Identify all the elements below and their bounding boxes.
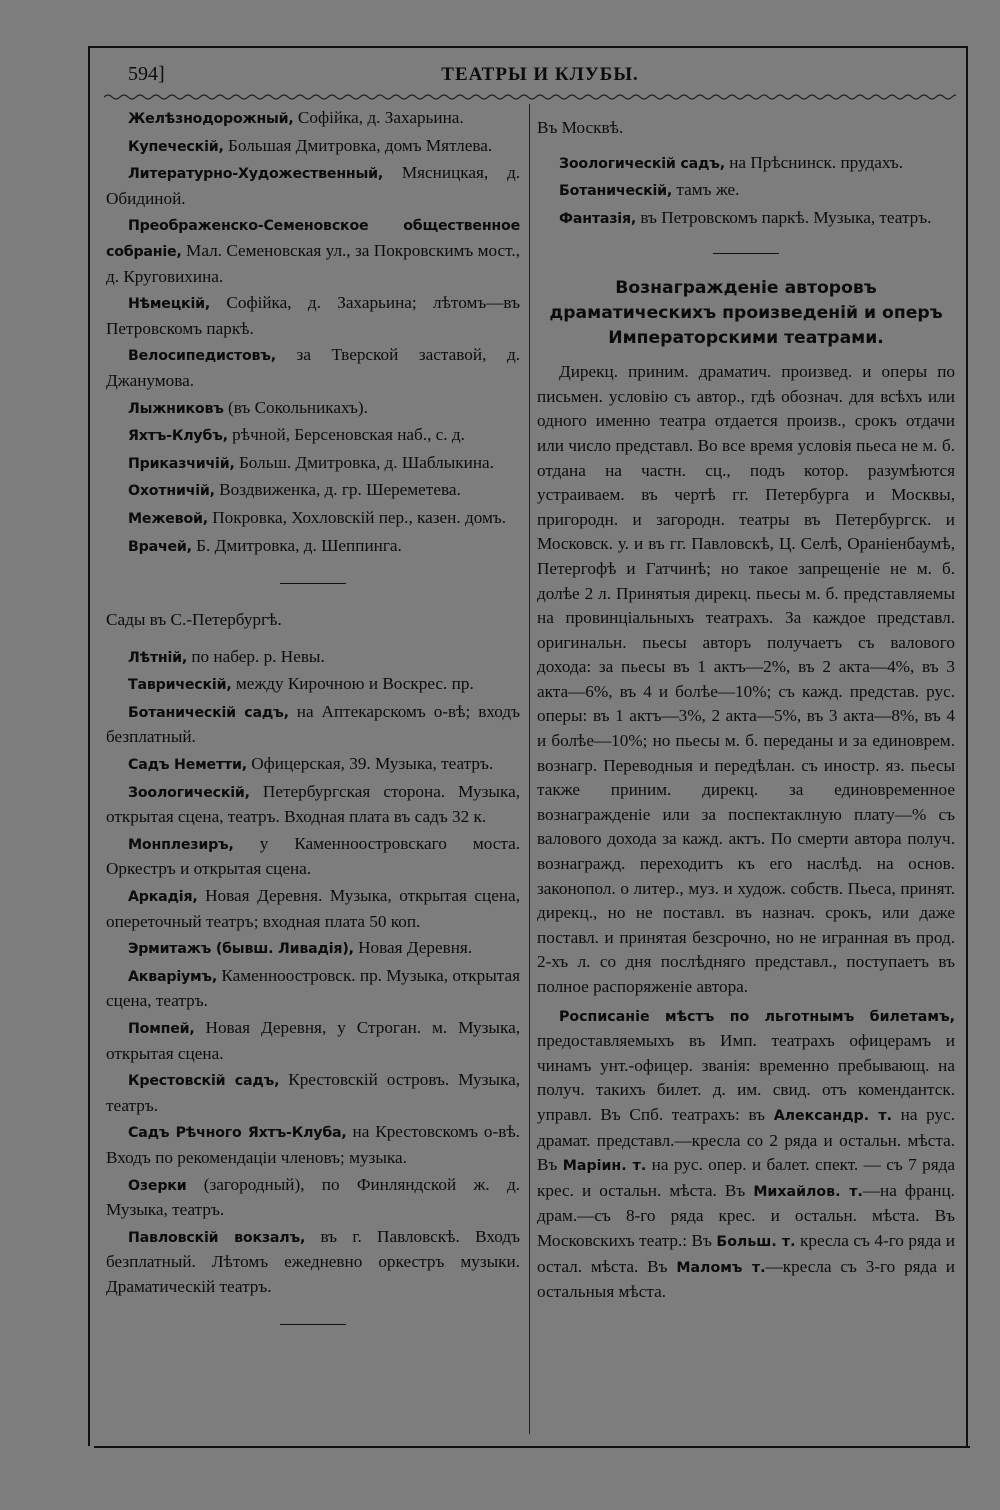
entry-text: по набер. р. Невы. — [187, 646, 325, 666]
entry-title: Яхтъ-Клубъ, — [128, 428, 228, 445]
list-item — [106, 106, 520, 132]
list-item — [106, 291, 520, 341]
entry-text: въ Петровскомъ паркѣ. Музыка, театръ. — [636, 207, 932, 227]
list-item — [106, 964, 520, 1014]
list-item — [106, 1173, 520, 1223]
entry-title: Приказчичій, — [128, 455, 235, 472]
bottom-rule — [94, 1446, 970, 1448]
page-number: 594] — [128, 63, 165, 85]
list-item — [106, 1120, 520, 1170]
list-item — [106, 700, 520, 750]
list-item — [106, 343, 520, 393]
list-item — [106, 645, 520, 671]
entry-text: Большая Дмитровка, домъ Мятлева. — [223, 135, 493, 155]
theatre-name: Больш. т. — [716, 1233, 796, 1250]
list-item — [106, 478, 520, 504]
tickets-paragraph — [537, 1004, 955, 1305]
entry-text: рѣчной, Берсеновская наб., с. д. — [227, 425, 465, 445]
list-item — [106, 451, 520, 477]
list-item — [537, 151, 955, 177]
tickets-text: на рус. опер. и балет. спект. — съ 7 ряда крес. и остальн. мѣста. Въ — [537, 1155, 955, 1200]
theatre-name: Маломъ т. — [676, 1259, 766, 1276]
list-item — [106, 134, 520, 160]
entry-text: (въ Сокольникахъ). — [223, 397, 368, 417]
left-column — [106, 106, 520, 1325]
entry-text: Софійка, д. Захарьина. — [293, 108, 464, 127]
entry-title: Желѣзнодорожный, — [128, 111, 294, 127]
entry-title: Лѣтній, — [128, 649, 188, 666]
entry-title: Акваріумъ, — [128, 968, 218, 985]
entry-title: Таврическій, — [128, 677, 232, 694]
list-item — [106, 1225, 520, 1300]
entry-title: Нѣмецкій, — [128, 296, 211, 313]
entry-title: Зоологическій садъ, — [559, 155, 725, 172]
entry-title: Садъ Неметти, — [128, 757, 247, 774]
list-item — [106, 832, 520, 882]
list-item — [537, 206, 955, 232]
entry-text: у Каменноостровскаго моста. Оркестръ и открытая сцена. — [106, 833, 520, 879]
entry-text: между Кирочною и Воскрес. пр. — [231, 674, 474, 694]
entry-title: Озерки — [128, 1177, 187, 1194]
entry-text: Мясницкая, д. Обидиной. — [106, 163, 520, 208]
moscow-clubs-list — [106, 106, 520, 561]
entry-text: Мал. Семеновская ул., за Покровскимъ мост., д. Круговихина. — [106, 240, 520, 286]
entry-title: Фантазія, — [559, 210, 637, 227]
running-title: ТЕАТРЫ И КЛУБЫ. — [441, 64, 639, 85]
entry-text: Воздвиженка, д. гр. Шереметева. — [214, 480, 461, 500]
entry-title: Межевой, — [128, 510, 208, 527]
tickets-text: на рус. драмат. представл.—кресла со 2 ряда и остальн. мѣста. Въ — [537, 1104, 955, 1175]
entry-text: за Тверской заставой, д. Джанумова. — [106, 345, 520, 390]
list-item — [106, 1016, 520, 1066]
entry-text: на Прѣснинск. прудахъ. — [724, 152, 904, 172]
entry-title: Врачей, — [128, 538, 192, 555]
entry-title: Велосипедистовъ, — [128, 348, 276, 365]
entry-text: Покровка, Хохловскій пер., казен. домъ. — [207, 507, 507, 527]
entry-text: (загородный), по Финляндской ж. д. Музыка, театръ. — [106, 1174, 520, 1220]
entry-text: на Крестовскомъ о-вѣ. Входъ по рекомендаціи членовъ; музыка. — [106, 1122, 520, 1167]
theatre-name: Михайлов. т. — [753, 1183, 863, 1200]
authors-text: Дирекц. приним. драматич. произвед. и оперы по письмен. условію съ автор., гдѣ обознач. для всѣхъ или одного именно театра отдается произв., срокъ отдачи или число представл. Во все время условія пьеса не м. б. отдана на частн. сц., подъ котор. разумѣются устраиваем. въ чертѣ гг. Петербурга и Москвы, пригородн. и загородн. театры въ Петербургск. и Московск. у. и въ гг. Павловскѣ, Ц. Селѣ, Ораніенбаумѣ, Петергофѣ и Гатчинѣ; но такое запрещеніе не м. б. долѣе 2 л. Принятыя дирекц. пьесы м. б. представляемы на провинціальныхъ театрахъ. За каждое представл. оригинальн. пьесы авторъ получаетъ съ валового дохода: за пьесы въ 1 актъ—2%, въ 2 акта—4%, въ 3 акта—6%, въ 4 и болѣе—10%; съ кажд. представ. рус. оперы: въ 1 актъ—3%, 2 акта—5%, въ 3 акта—8%, въ 4 и болѣе—10%; но пьесы м. б. переданы и за единоврем. вознагр. Переводныя и передѣлан. съ иностр. яз. пьесы также приним. дирекц. за единовременное вознагражденіе или за поспектаклную плату—% съ валового дохода за кажд. актъ. По смерти автора получ. вознагражд. переходитъ къ его наслѣд. на основ. законопол. о литер., муз. и худож. собств. Пьеса, принят. дирекц., но не поставл. въ назнач. срокъ, или даже поставл. и принятая безсрочно, но не игранная въ прод. 2-хъ л. со дня послѣдняго представл., поступаетъ въ полное распоряженіе автора. — [537, 362, 955, 996]
entry-text: Софійка, д. Захарьина; лѣтомъ—въ Петровскомъ паркѣ. — [106, 293, 520, 338]
tickets-text: кресла съ 4-го ряда и остал. мѣста. Въ — [537, 1230, 955, 1276]
entry-text: тамъ же. — [672, 180, 740, 200]
list-item — [106, 1068, 520, 1118]
list-item — [106, 780, 520, 830]
theatre-name: Маріин. т. — [562, 1158, 647, 1175]
list-item — [106, 396, 520, 422]
entry-text: Новая Деревня, у Строган. м. Музыка, открытая сцена. — [106, 1018, 520, 1063]
list-item — [106, 884, 520, 934]
entry-text: Офицерская, 39. Музыка, театръ. — [246, 754, 494, 774]
theatre-name: Александр. т. — [773, 1107, 892, 1124]
column-divider — [529, 104, 530, 1434]
entry-text: Больш. Дмитровка, д. Шаблыкина. — [234, 452, 494, 472]
tickets-text: —кресла съ 3-го ряда и остальныя мѣста. — [537, 1256, 955, 1302]
list-item — [106, 534, 520, 560]
tickets-lead: Росписаніе мѣстъ по льготнымъ билетамъ, — [559, 1008, 955, 1025]
entry-title: Охотничій, — [128, 483, 215, 500]
list-item — [106, 506, 520, 532]
list-item — [106, 752, 520, 778]
entry-text: Новая Деревня. — [353, 938, 473, 958]
list-item — [106, 423, 520, 449]
wavy-rule — [104, 90, 956, 104]
entry-title: Аркадія, — [128, 889, 198, 906]
tickets-text: —на франц. драм.—съ 8-го ряда крес. и остальн. мѣста. Въ Московскихъ театр.: Въ — [537, 1180, 955, 1250]
list-item — [537, 178, 955, 204]
list-item — [106, 936, 520, 962]
entry-title: Ботаническій садъ, — [128, 704, 289, 721]
right-column — [537, 106, 955, 1305]
entry-title: Преображенско-Семеновское общественное собраніе, — [106, 218, 520, 260]
tickets-text: предоставляемыхъ въ Имп. театрахъ офицерамъ и чинамъ унт.-офицер. званія: временно пребывающ. на получ. такихъ билет. д. им. свид. отъ комендантск. управл. Въ Спб. театрахъ: въ — [537, 1031, 955, 1124]
spb-gardens-list — [106, 645, 520, 1302]
entry-text: Новая Деревня. Музыка, открытая сцена, опереточный театръ; входная плата 50 коп. — [106, 886, 520, 931]
list-item — [106, 672, 520, 698]
entry-title: Садъ Рѣчного Яхтъ-Клуба, — [128, 1125, 347, 1142]
entry-text: Каменноостровск. пр. Музыка, открытая сцена, театръ. — [106, 965, 520, 1011]
entry-title: Зоологическій, — [128, 784, 250, 801]
entry-title: Литературно-Художественный, — [128, 166, 384, 183]
list-item — [106, 213, 520, 289]
entry-title: Павловскій вокзалъ, — [128, 1229, 306, 1246]
list-item — [106, 161, 520, 211]
entry-title: Эрмитажъ (бывш. Ливадія), — [128, 941, 354, 958]
entry-title: Купеческій, — [128, 138, 224, 155]
entry-title: Лыжниковъ — [128, 400, 224, 417]
entry-text: на Аптекарскомъ о-вѣ; входъ безплатный. — [106, 701, 520, 747]
moscow-gardens-list — [537, 151, 955, 234]
entry-text: въ г. Павловскѣ. Входъ безплатный. Лѣтомъ ежедневно оркестръ музыки. Драматическій театръ. — [106, 1226, 520, 1296]
entry-text: Петербургская сторона. Музыка, открытая сцена, театръ. Входная плата въ садъ 32 к. — [106, 781, 520, 827]
authors-heading: Вознагражденіе авторовъ драматическихъ произведеній и оперъ Императорскими театрами. — [549, 278, 943, 348]
entry-title: Крестовскій садъ, — [128, 1073, 280, 1090]
separator — [280, 1324, 346, 1325]
moscow-gardens-title: Въ Москвѣ. — [537, 118, 624, 137]
entry-text: Крестовскій островъ. Музыка, театръ. — [106, 1070, 520, 1115]
spb-gardens-title: Сады въ С.-Петербургѣ. — [106, 610, 282, 630]
entry-title: Ботаническій, — [559, 183, 673, 200]
entry-title: Помпей, — [128, 1021, 195, 1037]
entry-title: Монплезиръ, — [128, 836, 234, 853]
entry-text: Б. Дмитровка, д. Шеппинга. — [191, 535, 402, 555]
